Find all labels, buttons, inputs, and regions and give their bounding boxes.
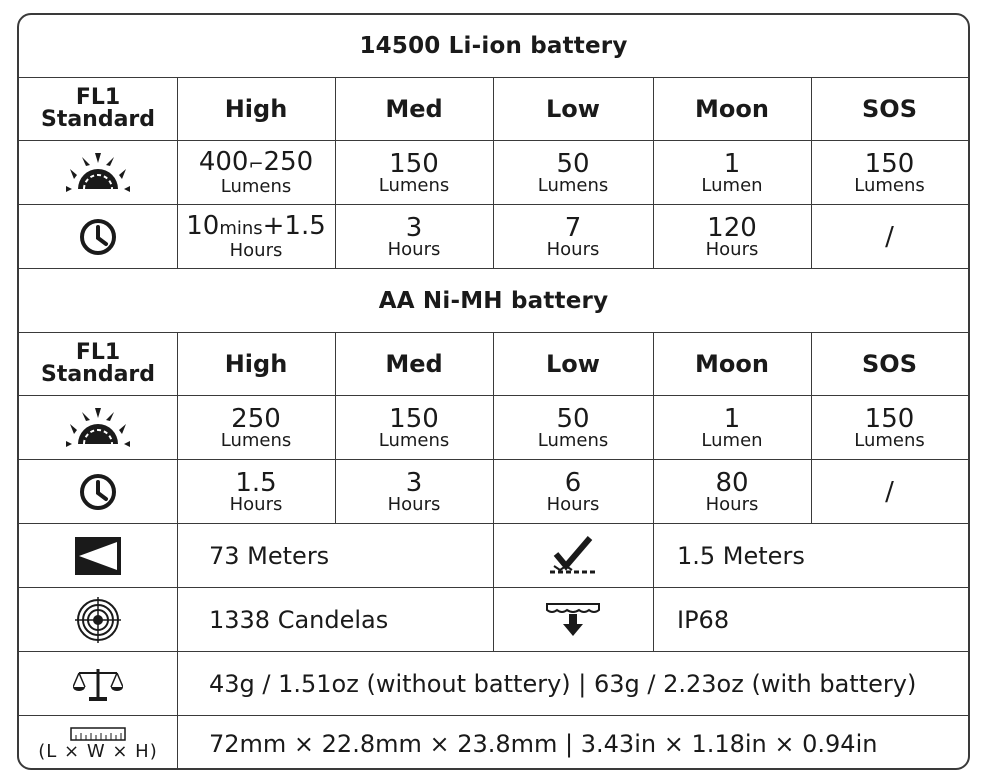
output-value: 1 <box>723 403 741 434</box>
mode-label: Med <box>385 350 443 378</box>
output-value: 1 <box>723 148 741 179</box>
mode-header-med <box>335 333 493 395</box>
grid-line <box>335 333 336 523</box>
mode-label: Moon <box>695 350 769 378</box>
impact-resistance-value: 1.5 Meters <box>677 541 805 570</box>
output-value: 400 <box>198 147 249 177</box>
weight-value: 43g / 1.51oz (without battery) | 63g / 2.23oz (with battery) <box>209 669 917 698</box>
runtime-value: / <box>885 476 894 507</box>
runtime-value: 7 <box>564 212 582 243</box>
section-title-li-ion <box>19 15 968 77</box>
output-moon <box>653 396 811 459</box>
beam-distance-icon <box>19 524 177 587</box>
mode-label: Low <box>546 95 600 123</box>
runtime-unit: Hours <box>229 493 283 515</box>
output-value-tail: 250 <box>263 147 314 177</box>
peak-intensity-value: 1338 Candelas <box>209 605 389 634</box>
output-unit: Lumen <box>701 429 763 451</box>
grid-line <box>811 78 812 268</box>
grid-line <box>177 333 178 523</box>
mode-header-low <box>493 78 653 140</box>
runtime-unit: Hours <box>387 238 441 260</box>
clock-icon <box>19 205 177 268</box>
output-value: 250 <box>231 403 281 434</box>
runtime-unit: Hours <box>229 240 283 261</box>
mode-label: Low <box>546 350 600 378</box>
output-value: 50 <box>556 148 590 179</box>
runtime-unit: Hours <box>546 493 600 515</box>
output-value: 150 <box>864 148 915 179</box>
grid-line <box>493 333 494 523</box>
output-low <box>493 396 653 459</box>
standard-text: Standard <box>40 362 156 387</box>
runtime-unit: Hours <box>546 238 600 260</box>
output-unit: Lumens <box>854 429 925 451</box>
section-title-text: AA Ni-MH battery <box>378 287 609 314</box>
light-burst-icon <box>19 141 177 204</box>
runtime-mins: mins <box>219 218 263 239</box>
spec-table <box>17 13 970 770</box>
water-resistance-value: IP68 <box>677 605 730 634</box>
mode-header-moon <box>653 78 811 140</box>
runtime-low <box>493 205 653 268</box>
runtime-value: 10 <box>186 211 220 241</box>
dimensions-label <box>19 716 177 770</box>
grid-line <box>811 333 812 523</box>
runtime-value: 3 <box>405 212 423 243</box>
output-value: 150 <box>864 403 915 434</box>
output-unit: Lumens <box>378 174 450 196</box>
output-unit: Lumens <box>537 174 609 196</box>
mode-header-high <box>177 78 335 140</box>
dimensions-value: 72mm × 22.8mm × 23.8mm | 3.43in × 1.18in × 0.94in <box>209 730 878 758</box>
output-low <box>493 141 653 204</box>
dimensions-axes-label: (L × W × H) <box>38 740 158 762</box>
grid-line <box>335 78 336 268</box>
mode-label: High <box>224 95 288 123</box>
runtime-value: / <box>885 221 894 252</box>
runtime-unit: Hours <box>387 493 441 515</box>
output-high <box>177 396 335 459</box>
output-moon <box>653 141 811 204</box>
grid-line <box>493 78 494 268</box>
output-sos <box>811 141 968 204</box>
fl1-standard-label <box>19 333 177 395</box>
output-high <box>177 141 335 204</box>
fl1-standard-label <box>19 78 177 140</box>
ruler-icon <box>70 727 126 741</box>
output-unit: Lumens <box>220 429 292 451</box>
mode-header-moon <box>653 333 811 395</box>
grid-line <box>493 524 494 651</box>
runtime-sos <box>811 205 968 268</box>
target-icon <box>19 588 177 651</box>
output-unit: Lumens <box>854 174 925 196</box>
tilde-arrow-icon: ⌐ <box>248 154 264 175</box>
grid-line <box>653 333 654 523</box>
mode-header-high <box>177 333 335 395</box>
runtime-value: 3 <box>405 467 423 498</box>
runtime-value: 1.5 <box>235 467 277 498</box>
mode-header-sos <box>811 78 968 140</box>
runtime-value: 6 <box>564 467 582 498</box>
grid-line <box>177 524 178 770</box>
runtime-unit: Hours <box>705 238 759 260</box>
fl1-text: FL1 <box>75 340 121 365</box>
water-resistance-icon <box>493 588 653 651</box>
grid-line <box>653 78 654 268</box>
impact-resistance-icon <box>493 524 653 587</box>
runtime-med <box>335 460 493 523</box>
section-title-ni-mh <box>19 269 968 332</box>
output-sos <box>811 396 968 459</box>
runtime-value-b: +1.5 <box>262 211 326 241</box>
runtime-high <box>177 205 335 268</box>
output-value: 50 <box>556 403 590 434</box>
section-title-text: 14500 Li-ion battery <box>359 33 628 59</box>
runtime-moon <box>653 460 811 523</box>
runtime-value: 120 <box>707 212 757 243</box>
mode-header-low <box>493 333 653 395</box>
balance-scale-icon <box>19 652 177 715</box>
runtime-unit: Hours <box>705 493 759 515</box>
mode-label: SOS <box>862 350 917 378</box>
mode-header-med <box>335 78 493 140</box>
runtime-sos <box>811 460 968 523</box>
output-unit: Lumens <box>378 429 450 451</box>
mode-header-sos <box>811 333 968 395</box>
standard-text: Standard <box>40 107 156 132</box>
output-unit: Lumen <box>701 174 763 196</box>
runtime-value: 80 <box>715 467 749 498</box>
mode-label: SOS <box>862 95 917 123</box>
runtime-moon <box>653 205 811 268</box>
output-unit: Lumens <box>537 429 609 451</box>
fl1-text: FL1 <box>75 85 121 110</box>
runtime-med <box>335 205 493 268</box>
clock-icon <box>19 460 177 523</box>
runtime-low <box>493 460 653 523</box>
output-unit: Lumens <box>220 176 292 197</box>
beam-distance-value: 73 Meters <box>209 541 330 570</box>
mode-label: Moon <box>695 95 769 123</box>
runtime-high <box>177 460 335 523</box>
output-value: 150 <box>389 148 439 179</box>
output-med <box>335 396 493 459</box>
light-burst-icon <box>19 396 177 459</box>
mode-label: Med <box>385 95 443 123</box>
output-value: 150 <box>389 403 439 434</box>
grid-line <box>177 78 178 268</box>
mode-label: High <box>224 350 288 378</box>
output-med <box>335 141 493 204</box>
grid-line <box>653 524 654 651</box>
